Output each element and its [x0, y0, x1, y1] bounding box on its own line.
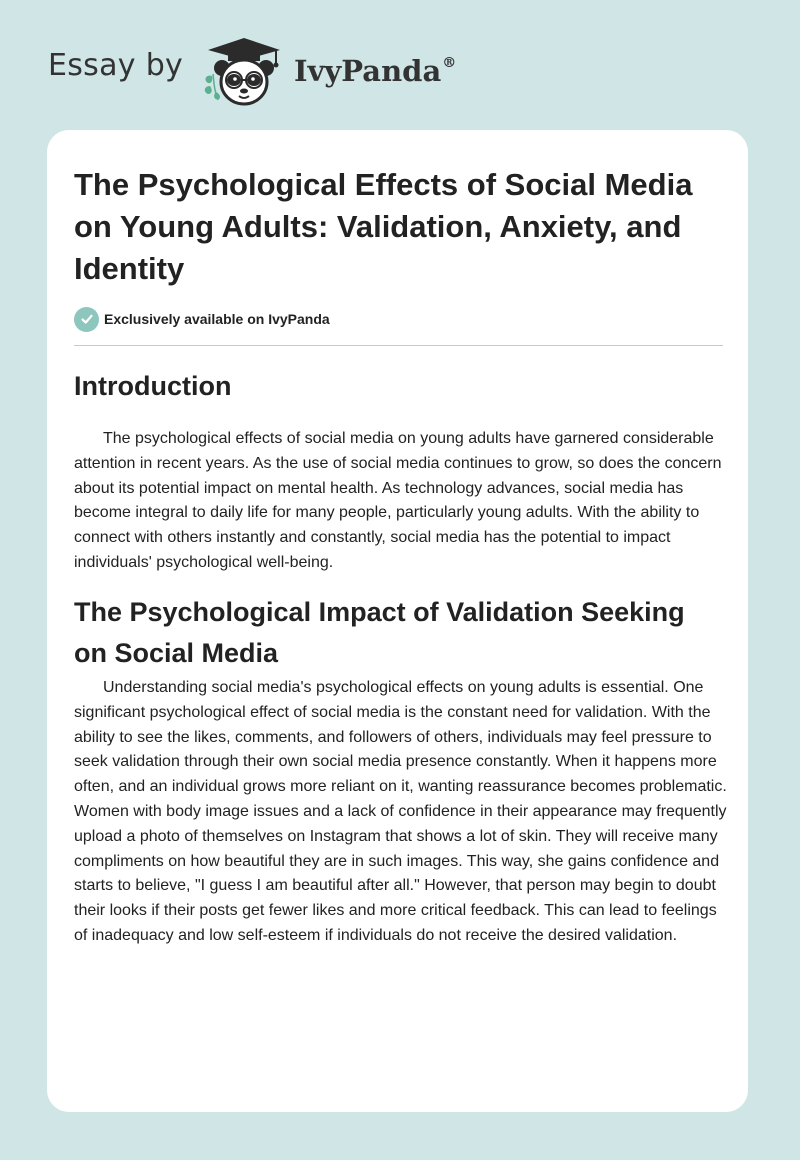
essay-card: [47, 130, 748, 1112]
section-heading-introduction: Introduction: [74, 371, 232, 401]
essay-title: The Psychological Effects of Social Media on Young Adults: Validation, Anxiety, and Identity: [74, 167, 693, 286]
panda-logo-icon: [200, 36, 288, 108]
brand-text: IvyPanda: [294, 54, 442, 88]
section-heading-validation-impact: The Psychological Impact of Validation Seeking on Social Media: [74, 597, 685, 668]
section-paragraph-introduction: The psychological effects of social media on young adults have garnered considerable attention in recent years. As the use of social media continues to grow, so does the concern about its potential impact on mental health. As technology advances, social media has become integral to daily life for many people, particularly young adults. With the ability to connect with others instantly and constantly, social media has the potential to impact individuals' psychological well-being.: [74, 430, 722, 571]
essay-by-label: Essay by: [48, 48, 184, 83]
check-icon: [74, 307, 99, 332]
site-header: [0, 0, 800, 130]
section-paragraph-validation-impact: Understanding social media's psychological effects on young adults is essential. One significant psychological effect of social media is the constant need for validation. With the ability to see the likes, comments, and followers of others, individuals may feel pressure to seek validation through their own social media presence constantly. When it happens more often, and an individual grows more reliant on it, wanting reassurance becomes problematic. Women with body image issues and a lack of confidence in their appearance may frequently upload a photo of themselves on Instagram that shows a lot of skin. They will receive many compliments on how beautiful they are in such images. This way, she gains confidence and starts to believe, "I guess I am beautiful after all." However, that person may begin to doubt their looks if their posts get fewer likes and more critical feedback. This can lead to feelings of inadequacy and low self-esteem if individuals do not receive the desired validation.: [74, 679, 727, 944]
registered-mark: ®: [442, 55, 457, 71]
exclusive-badge: [74, 306, 330, 332]
divider: [74, 345, 723, 346]
brand-name: [294, 56, 456, 86]
exclusive-badge-label: Exclusively available on IvyPanda: [104, 311, 330, 327]
